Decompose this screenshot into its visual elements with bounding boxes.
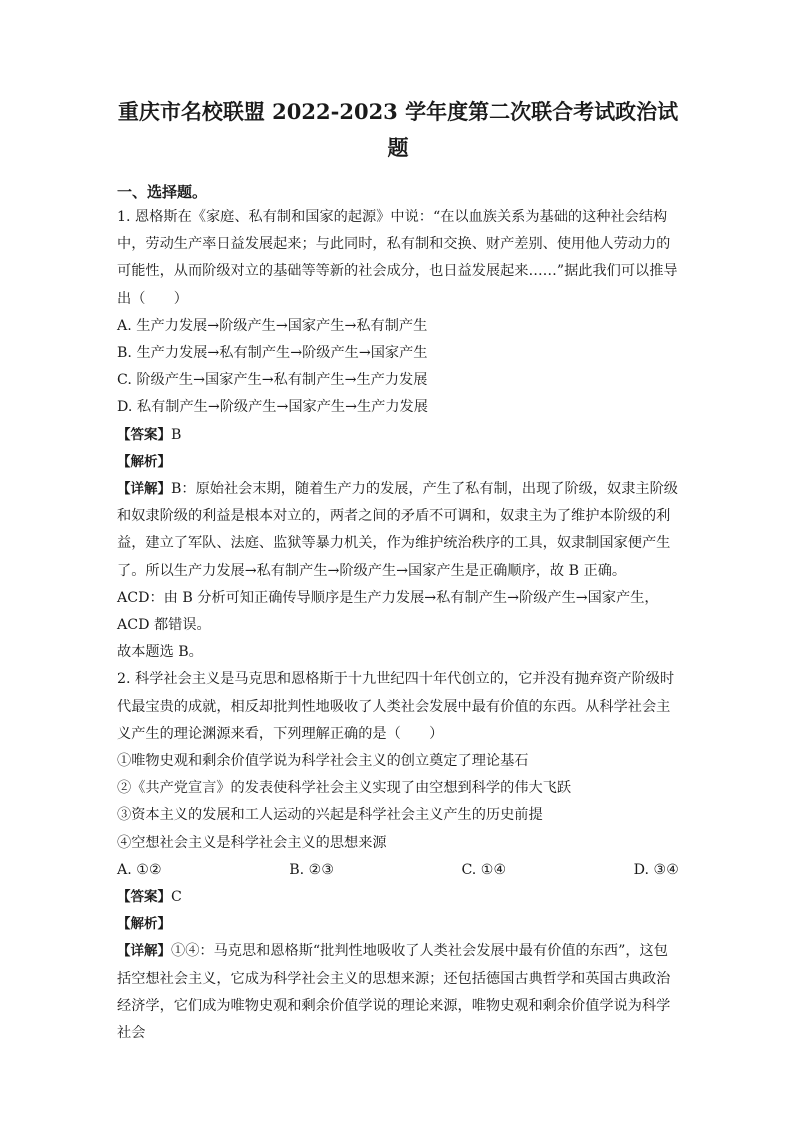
document-page (117, 94, 679, 1047)
question-1-conclusion: 故本题选 B。 (117, 644, 203, 661)
answer-value: B (171, 426, 182, 443)
question-1-option-a: A. 生产力发展→阶级产生→国家产生→私有制产生 (117, 317, 428, 334)
question-2-option-b: B. ②③ (289, 861, 335, 878)
question-2-statement-1: ①唯物史观和剩余价值学说为科学社会主义的创立奠定了理论基石 (117, 753, 529, 770)
question-2 (117, 666, 679, 1047)
question-2-statement-4: ④空想社会主义是科学社会主义的思想来源 (117, 834, 387, 851)
question-2-options (117, 857, 679, 884)
title-line-2: 题 (387, 135, 409, 160)
question-1-analysis (117, 449, 679, 476)
question-1-detail (117, 476, 679, 585)
answer-value: C (171, 889, 182, 906)
section-heading: 一、选择题。 (117, 183, 208, 201)
title-line-1: 重庆市名校联盟 2022-2023 学年度第二次联合考试政治试 (117, 99, 679, 124)
question-1-stem: 1. 恩格斯在《家庭、私有制和国家的起源》中说：“在以血族关系为基础的这种社会结构中，劳动生产率日益发展起来；与此同时，私有制和交换、财产差别、使用他人劳动力的可能性，从而阶级对立的基础等等新的社会成分，也日益发展起来……”据此我们可以推导出（ ） (117, 209, 678, 307)
question-2-option-d: D. ③④ (633, 861, 679, 878)
answer-tag: 【答案】 (117, 889, 171, 906)
question-2-detail (117, 938, 679, 1047)
question-2-option-a: A. ①② (117, 861, 162, 878)
question-1-detail-2: ACD：由 B 分析可知正确传导顺序是生产力发展→私有制产生→阶级产生→国家产生，ACD 都错误。 (117, 589, 659, 634)
document-title (97, 94, 699, 166)
question-1-answer (117, 422, 679, 449)
question-2-stem: 2. 科学社会主义是马克思和恩格斯于十九世纪四十年代创立的，它并没有抛弃资产阶级时代最宝贵的成就，相反却批判性地吸收了人类社会发展中最有价值的东西。从科学社会主义产生的理论渊源来看，下列理解正确的是（ ） (117, 671, 675, 742)
question-2-analysis (117, 911, 679, 938)
question-1-option-b: B. 生产力发展→私有制产生→阶级产生→国家产生 (117, 345, 428, 362)
question-1-option-c: C. 阶级产生→国家产生→私有制产生→生产力发展 (117, 372, 428, 389)
question-2-answer (117, 884, 679, 911)
detail-tag: 【详解】 (117, 943, 171, 960)
question-2-statement-3: ③资本主义的发展和工人运动的兴起是科学社会主义产生的历史前提 (117, 807, 543, 824)
detail-tag: 【详解】 (117, 481, 171, 498)
answer-tag: 【答案】 (117, 426, 171, 443)
question-1-option-d: D. 私有制产生→阶级产生→国家产生→生产力发展 (117, 399, 428, 416)
detail-text: ①④：马克思和恩格斯“批判性地吸收了人类社会发展中最有价值的东西”，这包括空想社会主义，它成为科学社会主义的思想来源；还包括德国古典哲学和英国古典政治经济学，它们成为唯物史观和剩余价值学说的理论来源，唯物史观和剩余价值学说为科学社会 (117, 943, 671, 1042)
question-2-option-c: C. ①④ (461, 861, 507, 878)
detail-text: B：原始社会末期，随着生产力的发展，产生了私有制，出现了阶级，奴隶主阶级和奴隶阶级的利益是根本对立的，两者之间的矛盾不可调和，奴隶主为了维护本阶级的利益，建立了军队、法庭、监狱等暴力机关，作为维护统治秩序的工具，奴隶制国家便产生了。所以生产力发展→私有制产生→阶级产生→国家产生是正确顺序，故 B 正确。 (117, 481, 678, 579)
question-1 (117, 204, 679, 666)
analysis-tag: 【解析】 (117, 916, 171, 933)
analysis-tag: 【解析】 (117, 453, 171, 470)
question-2-statement-2: ②《共产党宣言》的发表使科学社会主义实现了由空想到科学的伟大飞跃 (117, 780, 572, 797)
